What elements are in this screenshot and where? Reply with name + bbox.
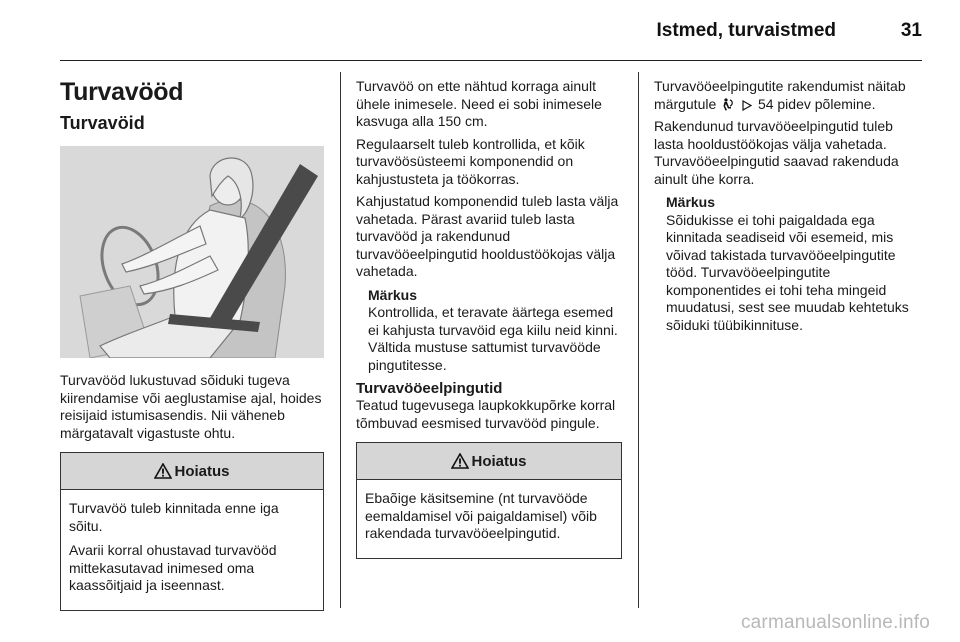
warning-box — [60, 452, 324, 611]
cross-reference-triangle-icon — [742, 100, 752, 111]
paragraph-text: 54 pidev põlemine. — [757, 95, 876, 112]
paragraph — [654, 78, 920, 113]
column-middle — [356, 78, 622, 559]
watermark: carmanualsonline.info — [740, 612, 930, 633]
warning-title: Hoiatus — [471, 452, 527, 470]
seatbelt-illustration — [60, 146, 324, 358]
airbag-warning-light-icon — [722, 98, 734, 111]
note-title: Märkus — [666, 194, 716, 210]
paragraph: Rakendunud turvavööeelpingutid tuleb lasta hooldustöökojas välja vahetada. Turvavööeelpingutid saavad rakenduda ainult ühe korra. — [654, 118, 899, 187]
page-header — [60, 0, 922, 61]
page-number: 31 — [900, 20, 922, 41]
warning-text: Turvavöö tuleb kinnitada enne iga sõitu. — [69, 500, 279, 534]
intro-paragraph: Turvavööd lukustuvad sõiduki tugeva kiirendamise või aeglustamise ajal, hoides reisijaid istumisasendis. Nii väheneb märgatavalt vigastuste ohtu. — [60, 372, 322, 441]
note-text: Sõidukisse ei tohi paigaldada ega kinnitada seadiseid või esemeid, mis võivad takistada turvavööeelpingutite tööd. Turvavööeelpingutite komponentides ei tohi teha mingeid muudatusi, sest see muudab kehtetuks sõiduki tüübikinnituse. — [666, 211, 909, 333]
warning-text: Avarii korral ohustavad turvavööd mittekasutavad inimesed oma kaassõitjaid ja iseennast. — [69, 542, 277, 593]
note-box — [666, 194, 920, 334]
subsection-title: Turvavööeelpingutid — [356, 380, 503, 397]
column-divider — [638, 72, 639, 608]
warning-box — [356, 442, 622, 559]
note-box — [368, 287, 622, 375]
warning-header — [61, 453, 323, 490]
column-left — [60, 72, 324, 611]
subsection-title: Turvavöid — [60, 113, 145, 133]
column-right — [654, 78, 920, 339]
warning-title: Hoiatus — [174, 462, 230, 480]
note-title: Märkus — [368, 286, 418, 303]
column-divider — [340, 72, 341, 608]
warning-triangle-icon — [451, 453, 469, 469]
paragraph: Teatud tugevusega laupkokkupõrke korral tõmbuvad eesmised turvavööd pingule. — [356, 397, 616, 431]
paragraph: Regulaarselt tuleb kontrollida, et kõik turvavöösüsteemi komponendid on kahjustusteta ja töökorras. — [356, 135, 585, 187]
note-text: Kontrollida, et teravate äärtega esemed ei kahjusta turvavöid ega kiilu neid kinni. Vältida mustuse sattumist turvavööde pingutitesse. — [368, 304, 618, 373]
running-title: Istmed, turvaistmed — [656, 20, 836, 41]
warning-text: Ebaõige käsitsemine (nt turvavööde eemaldamisel või paigaldamisel) võib rakendada turvavööeelpingutid. — [365, 490, 597, 541]
warning-triangle-icon — [154, 463, 172, 479]
paragraph-text: Turvavööeelpingutite rakendumist näitab märgutule — [654, 78, 906, 112]
paragraph: Kahjustatud komponendid tuleb lasta välja vahetada. Pärast avariid tuleb lasta turvavööd ja rakendunud turvavööeelpingutid hooldustöökojas välja vahetada. — [356, 193, 619, 279]
section-title: Turvavööd — [60, 78, 184, 106]
warning-header — [357, 443, 621, 480]
paragraph: Turvavöö on ette nähtud korraga ainult ühele inimesele. Need ei sobi inimesele kasvuga alla 150 cm. — [356, 78, 602, 129]
